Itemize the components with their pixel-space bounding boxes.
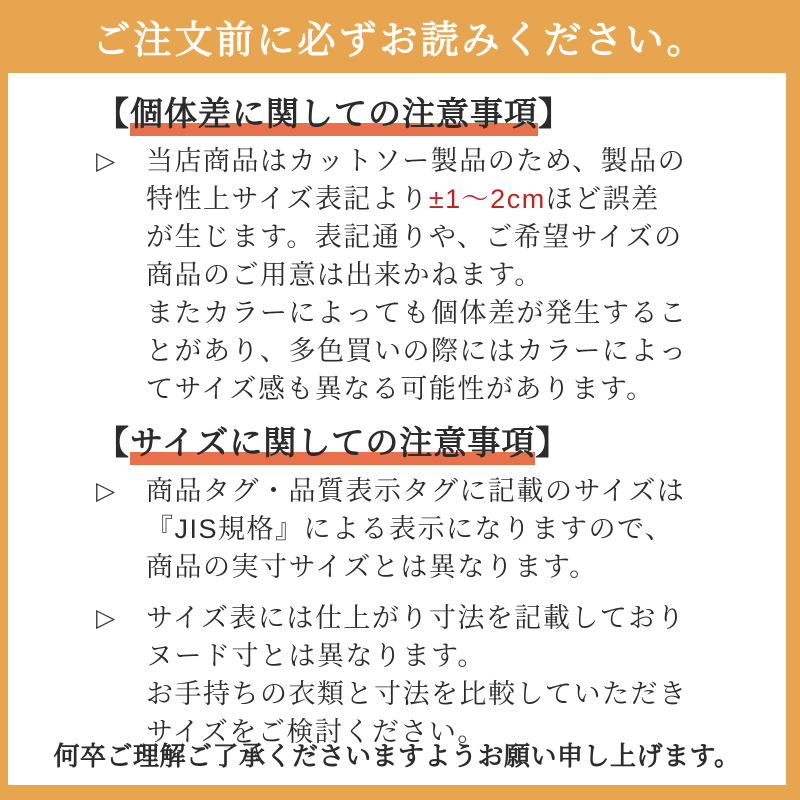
header-title: ご注文前に必ずお読みください。 [92,20,708,62]
notice-line: が生じます。表記通りや、ご希望サイズの [146,222,683,253]
heading-highlight: 個体差に関しての注意事項 [130,95,538,136]
section-heading-size [96,422,746,463]
notice-line: 当店商品はカットソー製品のため、製品の [146,146,687,177]
header-banner [0,0,800,73]
notice-line-segment: 特性上サイズ表記より [146,184,429,215]
notice-line: 商品のご用意は出来かねます。 [146,260,543,291]
notice-line: またカラーによっても個体差が発生するこ [146,298,688,329]
notice-body [8,73,786,785]
notice-line: 商品の実寸サイズとは異なります。 [146,551,598,582]
footer-note: 何卒ご理解ご了承くださいますようお願い申し上げます。 [53,741,741,771]
notice-line-segment: ほど誤差 [545,184,660,215]
notice-line: 『JIS規格』による表示になりますので、 [146,513,674,544]
section-heading-individual-difference [96,93,746,134]
notice-line: 商品タグ・品質表示タグに記載のサイズは [146,475,686,506]
heading-bracket-open: 【 [96,424,130,462]
notice-line: お手持ちの衣類と寸法を比較していただき [146,678,688,709]
heading-highlight: サイズに関しての注意事項 [130,424,535,465]
notice-text [146,142,746,408]
notice-line [146,180,746,218]
notice-line: ヌード寸とは異なります。 [146,640,486,671]
tolerance-value-red: ±1〜2cm [428,184,546,215]
notice-line: サイズをご検討ください。 [146,716,486,747]
notice-item [96,472,746,586]
notice-item [96,599,746,751]
triangle-bullet-icon: ▷ [96,603,116,632]
notice-line: てサイズ感も異なる可能性があります。 [146,374,655,405]
heading-bracket-close: 】 [535,424,570,462]
notice-line: とがあり、多色買いの際にはカラーによっ [146,336,688,367]
heading-bracket-close: 】 [538,95,572,132]
notice-text [146,472,746,586]
notice-item [96,142,746,408]
section-individual-difference [96,93,746,408]
notice-text [146,599,746,751]
heading-bracket-open: 【 [96,95,130,132]
triangle-bullet-icon: ▷ [96,476,116,505]
triangle-bullet-icon: ▷ [96,147,116,176]
section-size [96,422,746,750]
notice-line: サイズ表には仕上がり寸法を記載しており [146,602,686,633]
